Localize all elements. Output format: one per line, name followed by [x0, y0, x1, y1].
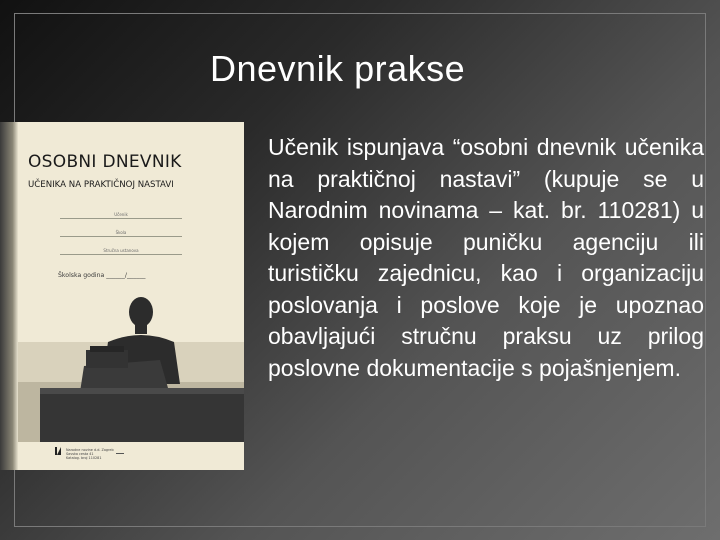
publisher-line: Savska cesta 41	[66, 452, 94, 456]
worker-silhouette-illustration	[0, 292, 244, 442]
publisher-line: Narodne novine d.d. Zagreb	[66, 448, 114, 452]
cover-field-line	[60, 236, 182, 237]
cover-field-line	[60, 218, 182, 219]
publisher-imprint	[66, 448, 114, 460]
slide-body-text: Učenik ispunjava “osobni dnevnik učenika na praktičnoj nastavi” (kupuje se u Narodnim novinama – kat. br. 110281) u kojem opisuje puničku agenciju ili turističku zajednicu, kao i organizaciju poslovanja i poslove koje je upoznao obavljajući stručnu praksu uz prilog poslovne dokumentacije s pojašnjenjem.	[268, 134, 704, 381]
book-cover-title: OSOBNI DNEVNIK	[28, 152, 182, 172]
book-cover-subtitle: UČENIKA NA PRAKTIČNOJ NASTAVI	[28, 180, 174, 190]
book-cover-image	[0, 122, 244, 470]
cover-field-skola	[60, 230, 182, 242]
cover-field-label: Učenik	[114, 212, 128, 217]
publisher-line: Katalog. broj 110281	[66, 456, 102, 460]
cover-field-label: Škola	[115, 230, 127, 235]
cover-field-label: Stručna ustanova	[103, 248, 139, 253]
cover-field-line	[60, 254, 182, 255]
cover-field-ucenik	[60, 212, 182, 224]
publisher-dash-line	[116, 453, 124, 454]
cover-field-ustanova	[60, 248, 182, 260]
publisher-logo-icon	[55, 447, 61, 455]
slide-title: Dnevnik prakse	[210, 48, 466, 89]
cover-school-year: Školska godina ______/______	[58, 272, 146, 279]
